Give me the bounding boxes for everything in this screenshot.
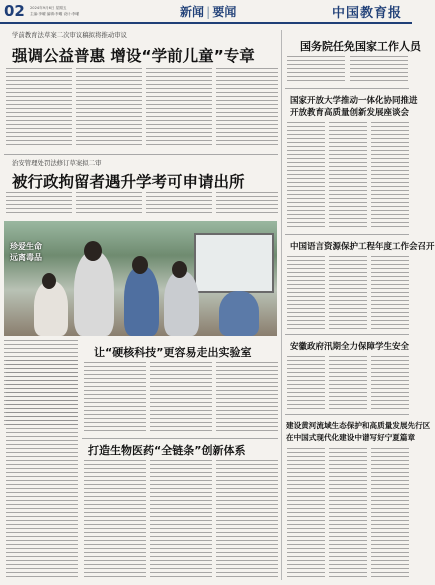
right1-body-col2: [350, 56, 408, 84]
right4-body-col1: [287, 356, 325, 410]
column-divider: [281, 30, 282, 580]
section-subname: 要闻: [212, 5, 237, 19]
photo-tag: 珍爱生命 远离毒品: [10, 242, 42, 262]
fourth-body-col1: [84, 460, 146, 580]
photo-figure-head: [132, 256, 148, 274]
page-number: 02: [4, 2, 25, 20]
photo-figure-head: [172, 261, 187, 278]
right3-body-col2: [329, 256, 367, 330]
divider-r4: [285, 414, 409, 415]
right3-body-col3: [371, 256, 409, 330]
divider-2: [82, 438, 278, 439]
lead-kicker: 学前教育法草案二次审议稿拟将推动审议: [12, 31, 128, 39]
right2-body-col2: [329, 122, 367, 230]
right5-body-col1: [287, 448, 325, 580]
lead-body-col3: [146, 68, 212, 148]
second-kicker: 治安管理处罚法修订草案拟二审: [12, 159, 102, 167]
right5-headline-line2: 在中国式现代化建设中谱写好宁夏篇章: [286, 433, 416, 442]
photo-figure: [219, 291, 259, 336]
photo-figure: [164, 271, 199, 336]
right1-body-col1: [287, 56, 345, 84]
lead-headline: 强调公益普惠 增设“学前儿童”专章: [12, 47, 255, 65]
photo-figure-head: [84, 241, 102, 261]
photo-figure-head: [42, 273, 56, 289]
section-name: 新闻: [180, 5, 205, 19]
photo-figure: [124, 266, 159, 336]
right1-headline: 国务院任免国家工作人员: [300, 40, 421, 53]
third-headline: 让“硬核科技”更容易走出实验室: [94, 346, 252, 359]
third-body-col3: [216, 362, 278, 434]
left-column-body: [6, 360, 78, 580]
lead-body-col2: [76, 68, 142, 148]
fourth-headline: 打造生物医药“全链条”创新体系: [88, 444, 246, 457]
right5-headline-line1: 建设黄河流域生态保护和高质量发展先行区: [286, 421, 431, 430]
section-title: 新闻 | 要闻: [180, 5, 237, 19]
masthead: [0, 0, 412, 24]
third-body-col1: [84, 362, 146, 434]
right2-body-col1: [287, 122, 325, 230]
second-body-col4: [216, 192, 278, 216]
second-body-col2: [76, 192, 142, 216]
lead-body-col4: [216, 68, 278, 148]
news-photo: [4, 221, 277, 336]
second-headline: 被行政拘留者遇升学考可申请出所: [12, 173, 245, 191]
divider-r1: [285, 88, 409, 89]
right2-headline-line1: 国家开放大学推动一体化协同推进: [290, 96, 418, 106]
date-line: 2024年9月6日 星期五: [30, 6, 67, 10]
divider-r2: [285, 234, 409, 235]
right3-body-col1: [287, 256, 325, 330]
fourth-body-col2: [150, 460, 212, 580]
right2-headline-line2: 开放教育高质量创新发展座谈会: [290, 108, 410, 118]
photo-board: [194, 233, 274, 293]
right5-body-col2: [329, 448, 367, 580]
photo-figure: [34, 281, 68, 336]
fourth-body-col3: [216, 460, 278, 580]
right3-headline: 中国语言资源保护工程年度工作会召开: [290, 242, 435, 252]
right4-body-col2: [329, 356, 367, 410]
right4-headline: 安徽政府汛期全力保障学生安全: [290, 342, 410, 352]
divider-r3: [285, 334, 409, 335]
right2-body-col3: [371, 122, 409, 230]
right5-body-col3: [371, 448, 409, 580]
lead-body-col1: [6, 68, 72, 148]
divider-1: [4, 154, 278, 155]
editor-line: 主编:李曜 编辑:李曜 设计:李曜: [30, 12, 80, 16]
second-body-col1: [6, 192, 72, 216]
third-body-col2: [150, 362, 212, 434]
paper-logo: 中国教育报: [331, 6, 402, 21]
right4-body-col3: [371, 356, 409, 410]
photo-figure: [74, 251, 114, 336]
second-body-col3: [146, 192, 212, 216]
